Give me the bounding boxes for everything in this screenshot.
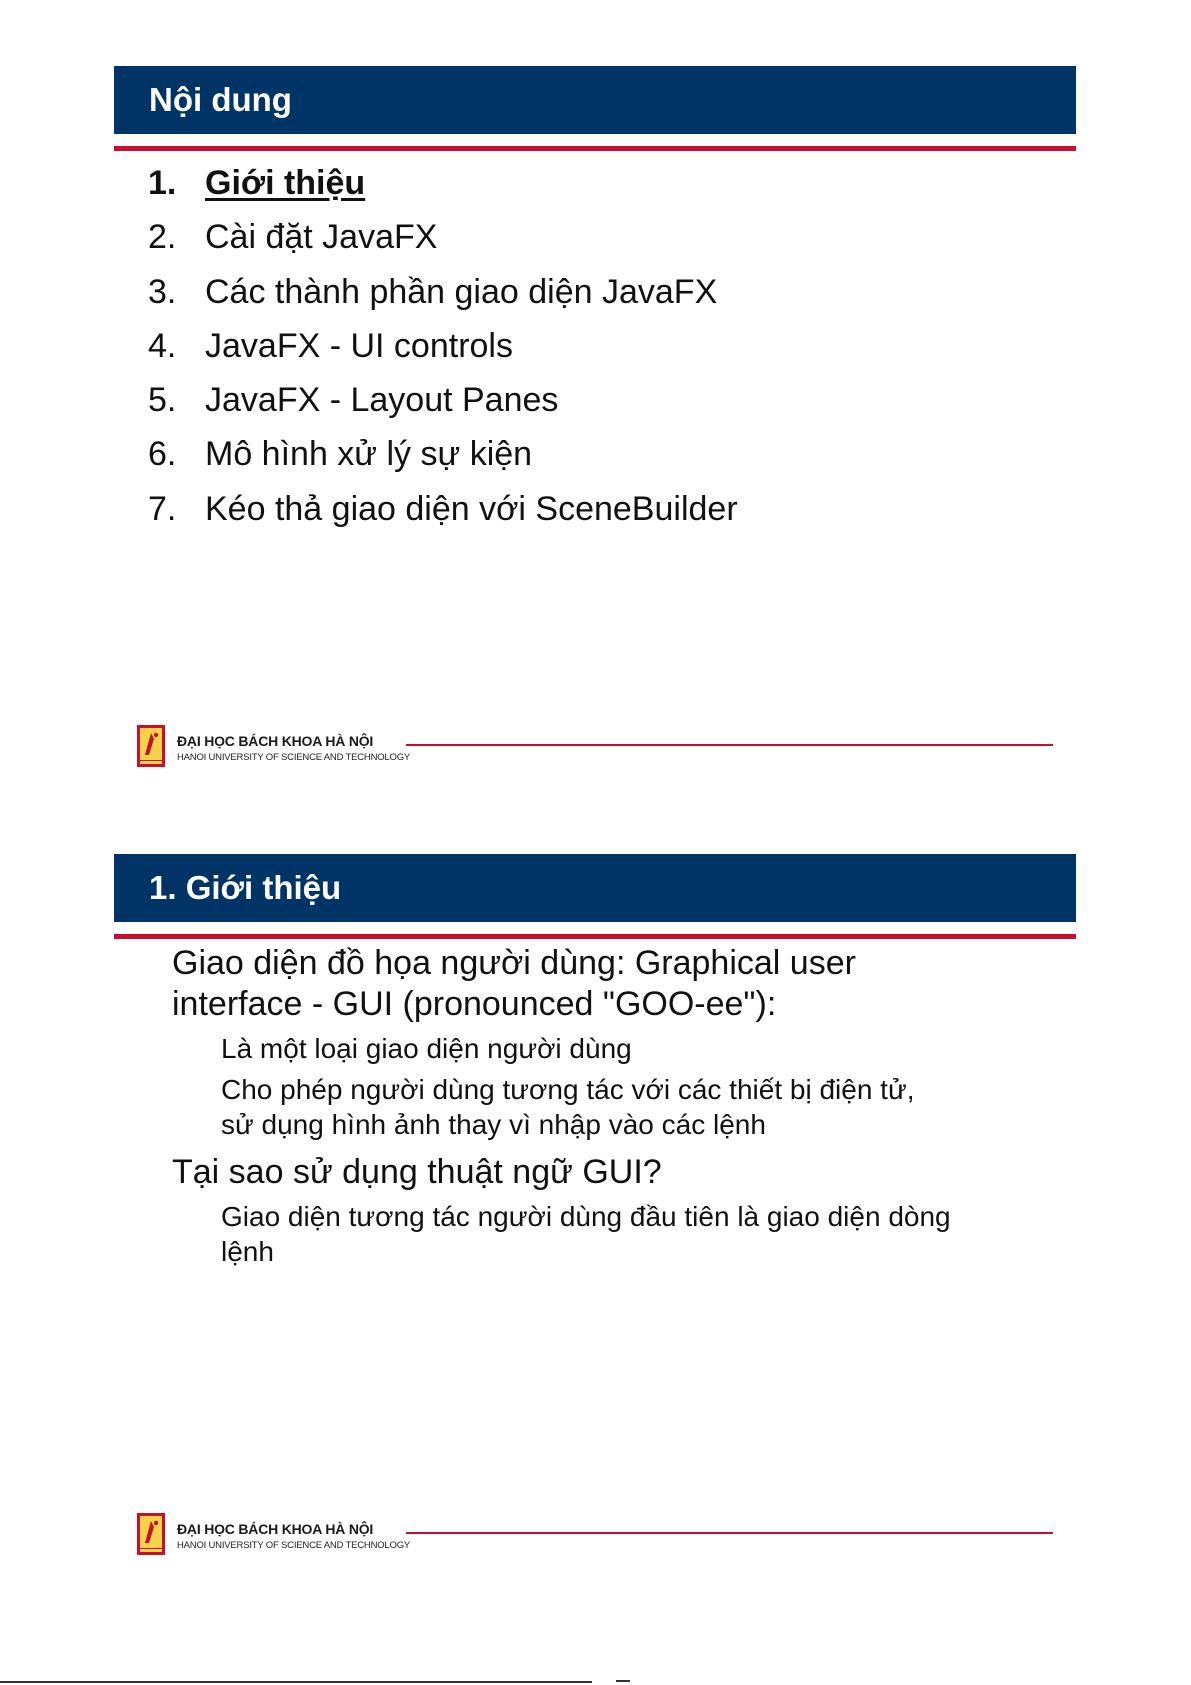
toc-list	[148, 156, 738, 536]
slide-introduction	[0, 788, 1191, 1578]
toc-item-label: Cài đặt JavaFX	[205, 218, 438, 257]
bullet-level-2-continued: lệnh	[221, 1236, 274, 1267]
slide-title-bar	[114, 854, 1076, 922]
toc-item-number: 2.	[148, 218, 177, 257]
toc-item-number: 4.	[148, 326, 177, 365]
title-divider	[114, 146, 1076, 151]
footer-divider	[406, 744, 1053, 746]
university-logo-icon	[137, 1513, 165, 1555]
university-subtitle: HANOI UNIVERSITY OF SCIENCE AND TECHNOLOGY	[177, 752, 411, 763]
slide-footer	[137, 1513, 1053, 1557]
toc-item-label: Các thành phần giao diện JavaFX	[205, 272, 718, 311]
toc-item-label: Mô hình xử lý sự kiện	[205, 435, 533, 474]
university-name: ĐẠI HỌC BÁCH KHOA HÀ NỘI	[177, 1521, 374, 1537]
title-divider	[114, 934, 1076, 939]
toc-item-number: 3.	[148, 272, 177, 311]
slide-table-of-contents	[0, 0, 1191, 790]
bullet-level-2: Cho phép người dùng tương tác với các thiết bị điện tử,	[221, 1074, 915, 1105]
toc-item-label: JavaFX - Layout Panes	[205, 381, 559, 420]
toc-item-number: 7.	[148, 489, 177, 528]
slide-title: 1. Giới thiệu	[149, 869, 342, 906]
slide-title: Nội dung	[149, 81, 292, 118]
slide-title-bar	[114, 66, 1076, 134]
slide-footer	[137, 725, 1053, 769]
toc-item-label: JavaFX - UI controls	[205, 326, 513, 365]
toc-item-number: 5.	[148, 381, 177, 420]
page-bottom-edge	[0, 1679, 1191, 1685]
university-subtitle: HANOI UNIVERSITY OF SCIENCE AND TECHNOLOGY	[177, 1540, 411, 1551]
bullet-level-2-continued: sử dụng hình ảnh thay vì nhập vào các lệnh	[221, 1109, 766, 1140]
bullet-level-2: Giao diện tương tác người dùng đầu tiên là giao diện dòng	[221, 1201, 951, 1232]
toc-item[interactable]	[148, 319, 738, 373]
toc-item-label: Giới thiệu	[205, 164, 366, 202]
bullet-level-1: Giao diện đồ họa người dùng: Graphical user	[172, 944, 856, 982]
bullet-level-2: Là một loại giao diện người dùng	[221, 1033, 632, 1064]
toc-item-number: 1.	[148, 164, 177, 202]
toc-item[interactable]	[148, 156, 738, 210]
footer-divider	[406, 1532, 1053, 1534]
toc-item[interactable]	[148, 427, 738, 481]
slide-body	[172, 943, 1052, 1269]
toc-item[interactable]	[148, 482, 738, 536]
toc-item[interactable]	[148, 373, 738, 427]
bullet-level-1: Tại sao sử dụng thuật ngữ GUI?	[172, 1153, 662, 1191]
bullet-level-1-continued: interface - GUI (pronounced "GOO-ee"):	[172, 985, 777, 1023]
toc-item-number: 6.	[148, 435, 177, 474]
toc-item[interactable]	[148, 265, 738, 319]
university-logo-icon	[137, 725, 165, 767]
toc-item[interactable]	[148, 210, 738, 264]
university-name: ĐẠI HỌC BÁCH KHOA HÀ NỘI	[177, 733, 374, 749]
toc-item-label: Kéo thả giao diện với SceneBuilder	[205, 489, 738, 528]
